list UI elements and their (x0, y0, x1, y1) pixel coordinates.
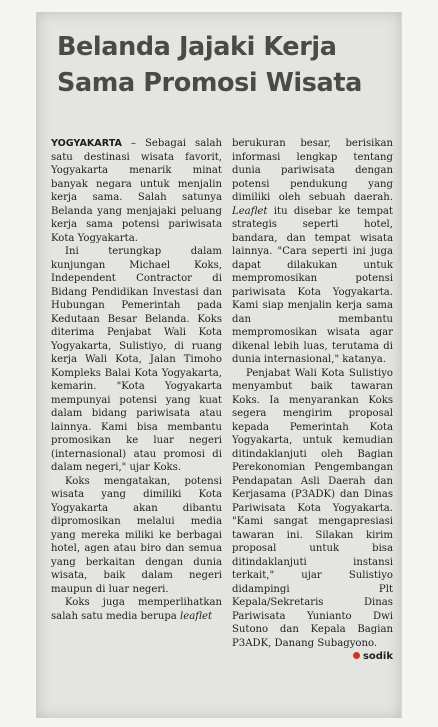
dateline-dash: – (121, 138, 145, 149)
newspaper-clipping (36, 12, 402, 718)
paragraph (232, 137, 393, 367)
paragraph (51, 137, 222, 245)
paragraph-text: Koks juga memperlihatkan salah satu media berupa (51, 597, 222, 622)
byline (232, 650, 393, 664)
article-column-2 (232, 137, 393, 664)
paragraph-text: Sebagai salah satu destinasi wisata favorit, Yogyakarta menarik minat banyak negara untuk menjalin kerja sama. Salah satunya Belanda yang menjajaki peluang kerja sama potensi pariwisata Kota Yogyakarta. (51, 138, 223, 244)
italic-term: Leaflet (232, 205, 268, 217)
paragraph: Penjabat Wali Kota Sulistiyo menyambut baik tawaran Koks. Ia menyarankan Koks segera mengirim proposal kepada Pemerintah Kota Yogyakarta, untuk kemudian ditindaklanjuti oleh Bagian Perekonomian Pengembangan Pendapatan Asli Daerah dan Kerjasama (P3ADK) dan Dinas Pariwisata Kota Yogyakarta. "Kami sangat mengapresiasi tawaran ini. Silakan kirim proposal untuk bisa ditindaklanjuti instansi terkait," ujar Sulistiyo didampingi Plt Kepala/Sekretaris Dinas Pariwisata Yunianto Dwi Sutono dan Kepala Bagian P3ADK, Danang Subagyono. (232, 367, 393, 649)
bullet-dot-icon (353, 652, 360, 659)
italic-term: leaflet (180, 610, 213, 622)
paragraph (51, 596, 222, 623)
byline-name: sodik (362, 651, 393, 662)
paragraph-text: berukuran besar, berisikan informasi lengkap tentang dunia pariwisata dengan potensi pendukung yang dimiliki oleh sebuah daerah. (232, 138, 393, 203)
dateline: YOGYAKARTA (51, 138, 122, 149)
paragraph-text: itu disebar ke tempat strategis seperti hotel, bandara, dan tempat wisata lainnya. "Cara seperti ini juga dapat dilakukan untuk mempromosikan potensi pariwisata Kota Yogyakarta. Kami siap menjalin kerja sama dan membantu mempromosikan wisata agar dikenal lebih luas, terutama di dunia internasional," katanya. (232, 205, 393, 365)
paragraph: Ini terungkap dalam kunjungan Michael Koks, Independent Contractor di Bidang Pendidikan Investasi dan Hubungan Pemerintah pada Kedutaan Besar Belanda. Koks diterima Penjabat Wali Kota Yogyakarta, Sulistiyo, di ruang kerja Wali Kota, Jalan Timoho Kompleks Balai Kota Yogyakarta, kemarin. "Kota Yogyakarta mempunyai potensi yang kuat dalam bidang pariwisata atau lainnya. Kami bisa membantu promosikan ke luar negeri (internasional) atau promosi di dalam negeri," ujar Koks. (51, 246, 222, 473)
headline: Belanda Jajaki Kerja Sama Promosi Wisata (57, 32, 362, 98)
paragraph: Koks mengatakan, potensi wisata yang dimiliki Kota Yogyakarta akan dibantu dipromosikan melalui media yang mereka miliki ke berbagai hotel, agen atau biro dan semua yang berkaitan dengan dunia wisata, baik dalam negeri maupun di luar negeri. (51, 475, 222, 595)
article-column-1 (51, 137, 222, 623)
